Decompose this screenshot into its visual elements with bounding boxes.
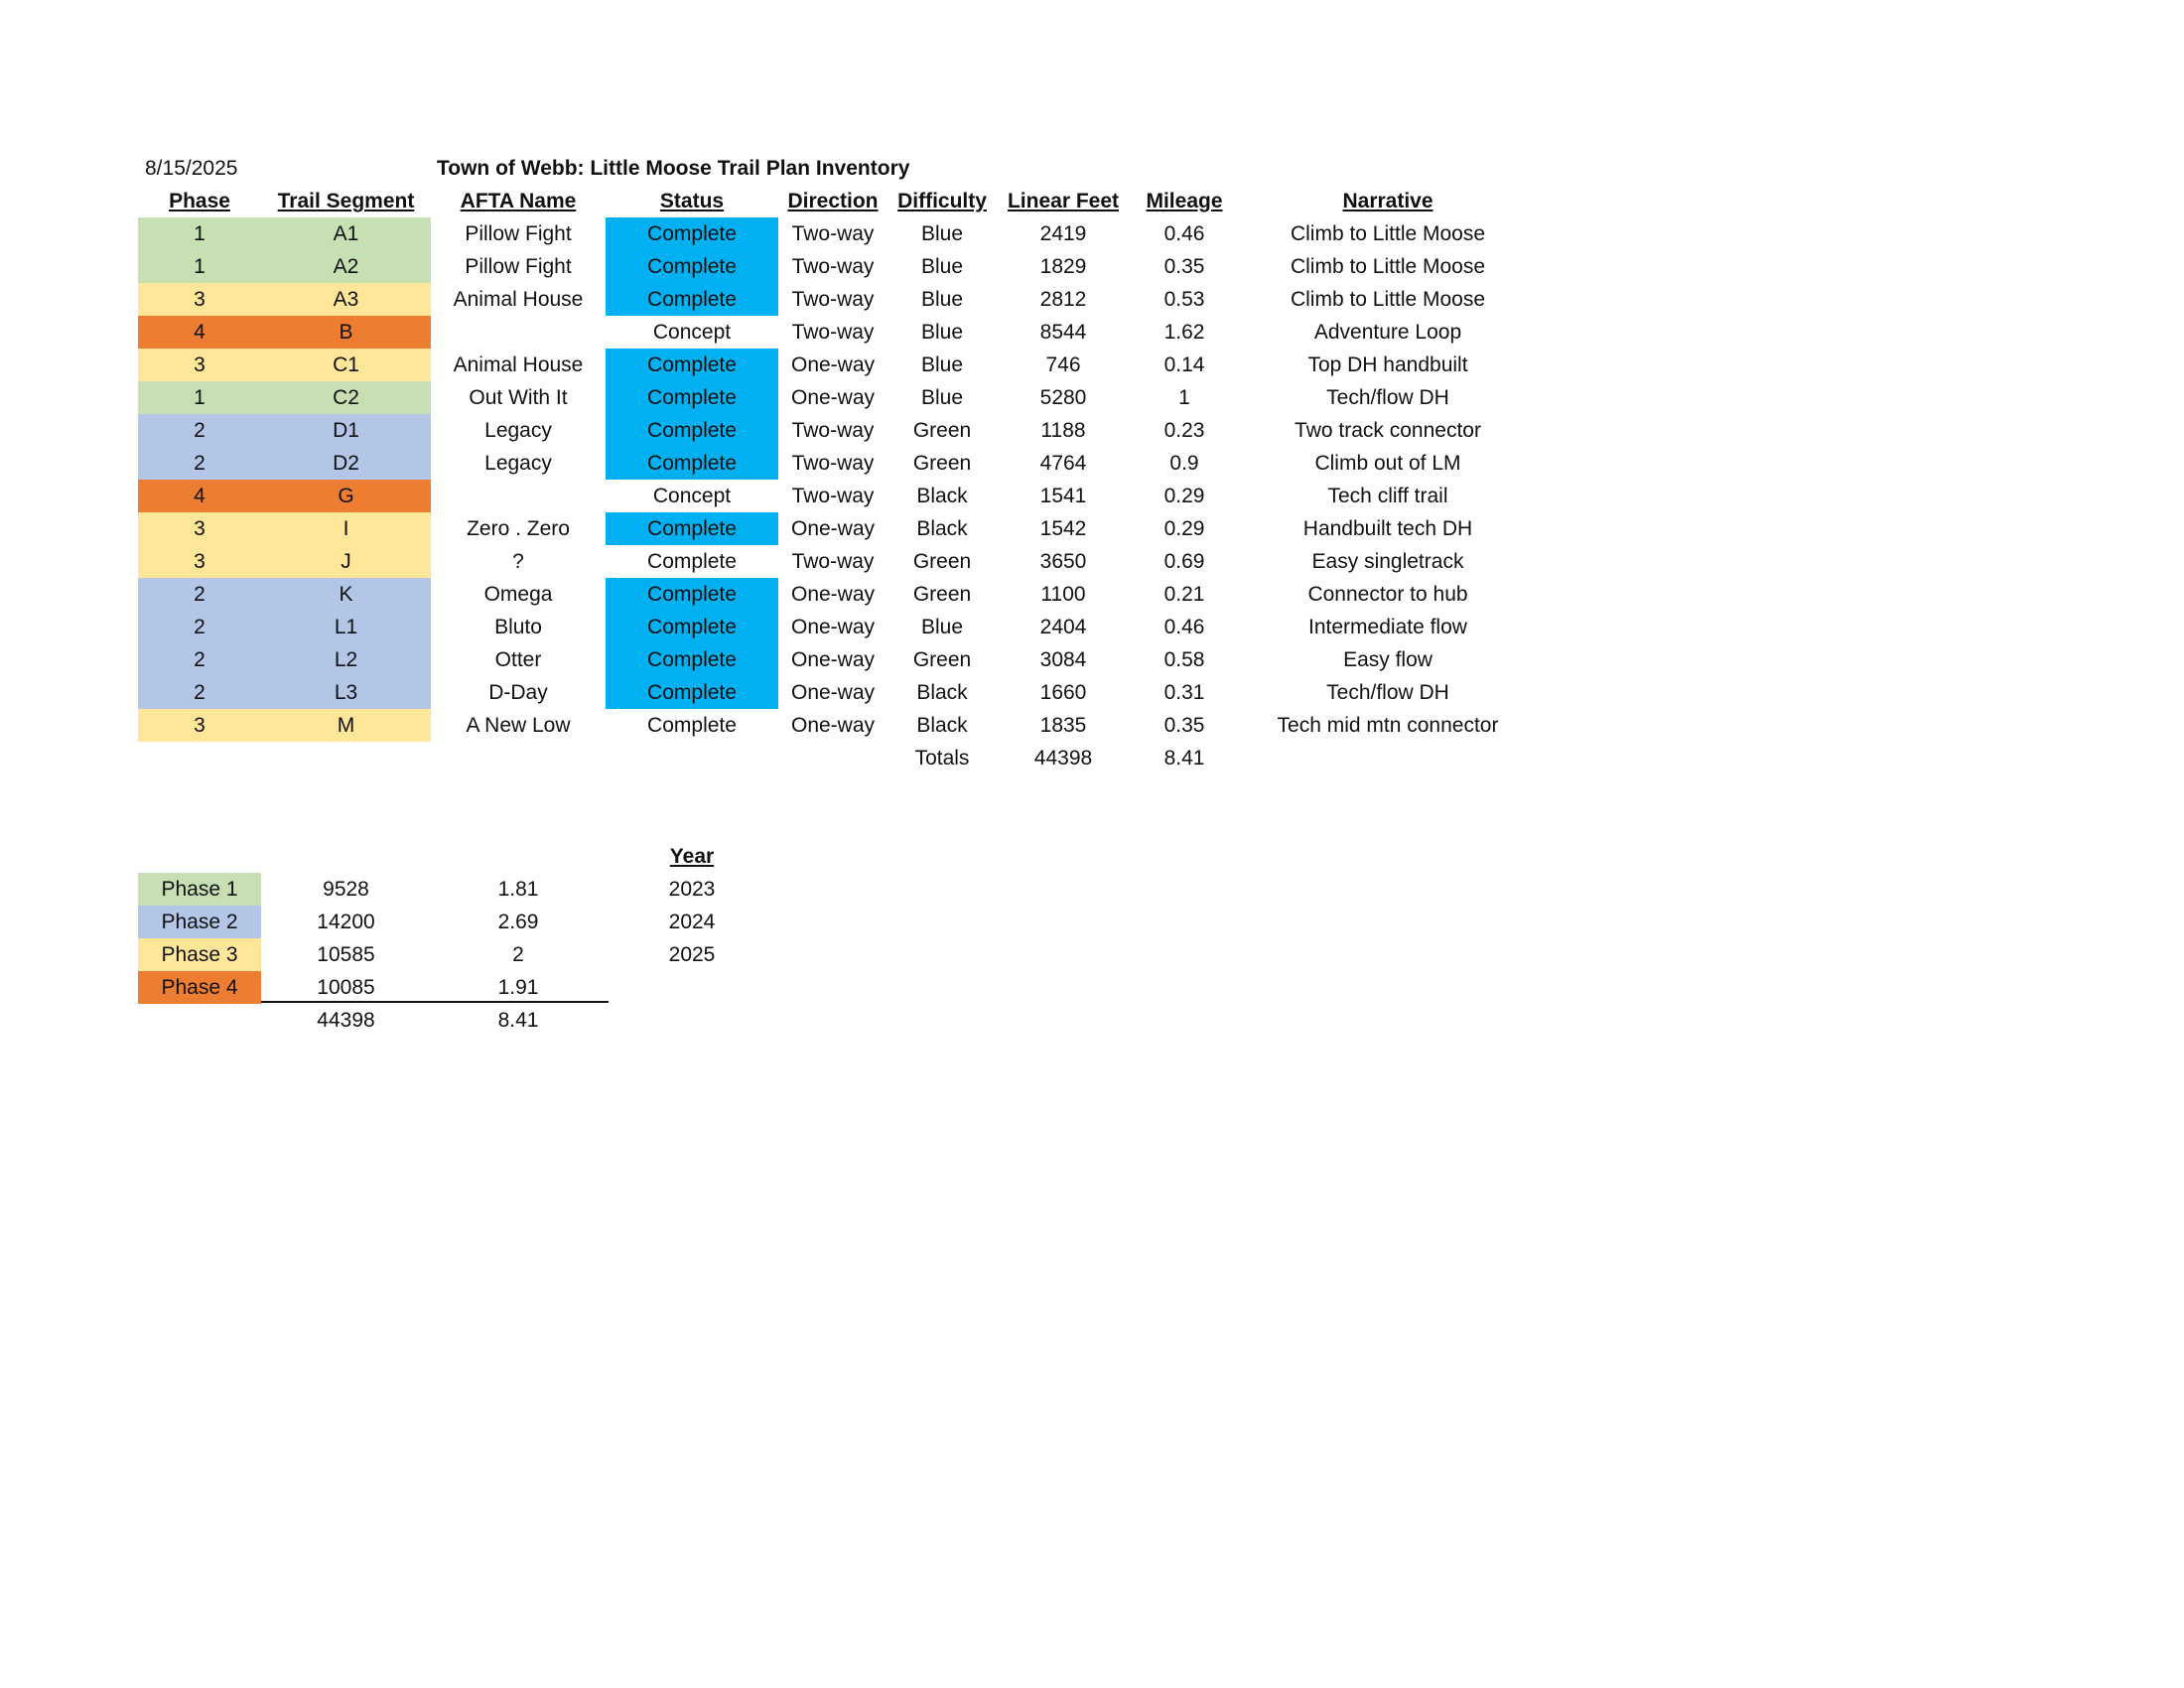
header-narrative: Narrative (1342, 190, 1433, 212)
afta-name-cell: Omega (483, 583, 553, 606)
narrative-cell: Easy flow (1343, 648, 1433, 671)
table-row (0, 414, 2184, 447)
status-cell: Complete (606, 283, 778, 316)
difficulty-cell: Blue (920, 353, 964, 376)
afta-name-cell: Zero . Zero (467, 517, 570, 540)
status-cell: Complete (647, 550, 737, 573)
mileage-cell: 1.62 (1163, 321, 1205, 344)
difficulty-cell: Blue (920, 255, 964, 278)
summary-linear-feet: 9528 (323, 878, 369, 901)
mileage-cell: 0.29 (1163, 517, 1205, 540)
afta-name-cell (431, 316, 606, 349)
segment-cell: D1 (261, 414, 431, 447)
linear-feet-cell: 1660 (1039, 681, 1087, 704)
afta-name-cell: Legacy (484, 419, 552, 442)
phase-cell: 3 (138, 512, 261, 545)
difficulty-cell: Blue (920, 321, 964, 344)
afta-name-cell: Animal House (453, 353, 584, 376)
narrative-cell: Intermediate flow (1308, 616, 1467, 638)
difficulty-cell: Green (912, 550, 972, 573)
phase-cell: 3 (138, 349, 261, 381)
linear-feet-cell: 2419 (1039, 222, 1087, 245)
linear-feet-cell: 746 (1045, 353, 1081, 376)
narrative-cell: Handbuilt tech DH (1302, 517, 1473, 540)
status-cell: Complete (606, 381, 778, 414)
linear-feet-cell: 8544 (1039, 321, 1087, 344)
table-row (0, 217, 2184, 250)
narrative-cell: Tech/flow DH (1326, 681, 1449, 704)
summary-row (0, 938, 2184, 971)
status-cell: Complete (606, 217, 778, 250)
afta-name-cell: Legacy (484, 452, 552, 475)
direction-cell: Two-way (791, 321, 875, 344)
narrative-cell: Easy singletrack (1311, 550, 1464, 573)
summary-mileage: 1.91 (497, 976, 539, 999)
report-title: Town of Webb: Little Moose Trail Plan Inventory (437, 157, 910, 180)
segment-cell: A1 (261, 217, 431, 250)
mileage-cell: 0.46 (1163, 616, 1205, 638)
table-row (0, 381, 2184, 414)
afta-name-cell: Otter (494, 648, 542, 671)
summary-year: 2024 (668, 911, 716, 933)
status-cell: Concept (652, 321, 732, 344)
direction-cell: One-way (790, 386, 876, 409)
header-difficulty: Difficulty (897, 190, 987, 212)
summary-total-linear-feet: 44398 (317, 1009, 375, 1032)
mileage-cell: 0.14 (1163, 353, 1205, 376)
direction-cell: One-way (790, 353, 876, 376)
difficulty-cell: Blue (920, 386, 964, 409)
phase-cell: 1 (138, 381, 261, 414)
narrative-cell: Tech mid mtn connector (1277, 714, 1499, 737)
header-status: Status (659, 190, 725, 212)
segment-cell: M (261, 709, 431, 742)
linear-feet-cell: 4764 (1039, 452, 1087, 475)
segment-cell: B (261, 316, 431, 349)
narrative-cell: Top DH handbuilt (1307, 353, 1468, 376)
status-cell: Complete (606, 512, 778, 545)
afta-name-cell: ? (512, 550, 524, 573)
mileage-cell: 0.46 (1163, 222, 1205, 245)
difficulty-cell: Blue (920, 288, 964, 311)
difficulty-cell: Green (912, 419, 972, 442)
totals-mileage: 8.41 (1163, 747, 1205, 770)
phase-cell: 2 (138, 611, 261, 643)
mileage-cell: 1 (1178, 386, 1190, 409)
linear-feet-cell: 1829 (1039, 255, 1087, 278)
summary-linear-feet: 10585 (317, 943, 375, 966)
table-row (0, 676, 2184, 709)
direction-cell: Two-way (791, 288, 875, 311)
phase-cell: 2 (138, 676, 261, 709)
mileage-cell: 0.23 (1163, 419, 1205, 442)
table-row (0, 578, 2184, 611)
status-cell: Complete (606, 414, 778, 447)
header-direction: Direction (787, 190, 879, 212)
summary-year (606, 971, 778, 1004)
summary-row (0, 873, 2184, 906)
narrative-cell: Connector to hub (1307, 583, 1468, 606)
linear-feet-cell: 3650 (1039, 550, 1087, 573)
table-row (0, 480, 2184, 512)
status-cell: Concept (652, 485, 732, 507)
direction-cell: Two-way (791, 222, 875, 245)
narrative-cell: Two track connector (1295, 419, 1481, 442)
segment-cell: A3 (261, 283, 431, 316)
mileage-cell: 0.21 (1163, 583, 1205, 606)
difficulty-cell: Blue (920, 222, 964, 245)
direction-cell: Two-way (791, 550, 875, 573)
narrative-cell: Climb out of LM (1314, 452, 1461, 475)
phase-cell: 3 (138, 709, 261, 742)
mileage-cell: 0.35 (1163, 255, 1205, 278)
summary-year: 2025 (668, 943, 716, 966)
difficulty-cell: Green (912, 452, 972, 475)
mileage-cell: 0.58 (1163, 648, 1205, 671)
mileage-cell: 0.35 (1163, 714, 1205, 737)
header-afta-name: AFTA Name (460, 190, 577, 212)
table-row (0, 512, 2184, 545)
phase-cell: 3 (138, 283, 261, 316)
linear-feet-cell: 1835 (1039, 714, 1087, 737)
direction-cell: Two-way (791, 485, 875, 507)
table-row (0, 709, 2184, 742)
segment-cell: J (261, 545, 431, 578)
mileage-cell: 0.9 (1169, 452, 1199, 475)
mileage-cell: 0.69 (1163, 550, 1205, 573)
linear-feet-cell: 1100 (1040, 583, 1086, 606)
table-row (0, 250, 2184, 283)
status-cell: Complete (606, 578, 778, 611)
table-row (0, 316, 2184, 349)
summary-phase-label: Phase 3 (138, 938, 261, 971)
table-row (0, 349, 2184, 381)
linear-feet-cell: 5280 (1039, 386, 1087, 409)
table-row (0, 545, 2184, 578)
afta-name-cell: Out With It (469, 386, 568, 409)
summary-linear-feet: 10085 (317, 976, 375, 999)
afta-name-cell: Pillow Fight (465, 255, 572, 278)
linear-feet-cell: 2404 (1039, 616, 1087, 638)
phase-cell: 1 (138, 217, 261, 250)
summary-total-row (0, 1004, 2184, 1037)
segment-cell: K (261, 578, 431, 611)
totals-label: Totals (914, 747, 970, 770)
status-cell: Complete (606, 676, 778, 709)
status-cell: Complete (606, 447, 778, 480)
direction-cell: Two-way (791, 452, 875, 475)
phase-cell: 2 (138, 578, 261, 611)
status-cell: Complete (606, 349, 778, 381)
header-segment: Trail Segment (277, 190, 415, 212)
phase-cell: 4 (138, 316, 261, 349)
table-row (0, 283, 2184, 316)
difficulty-cell: Green (912, 583, 972, 606)
segment-cell: A2 (261, 250, 431, 283)
direction-cell: One-way (790, 681, 876, 704)
afta-name-cell: Pillow Fight (465, 222, 572, 245)
summary-mileage: 1.81 (497, 878, 539, 901)
segment-cell: G (261, 480, 431, 512)
phase-cell: 2 (138, 414, 261, 447)
summary-row (0, 906, 2184, 938)
table-row (0, 643, 2184, 676)
table-row (0, 611, 2184, 643)
difficulty-cell: Black (916, 681, 968, 704)
header-linear-feet: Linear Feet (1007, 190, 1120, 212)
table-row (0, 447, 2184, 480)
segment-cell: I (261, 512, 431, 545)
narrative-cell: Climb to Little Moose (1290, 288, 1486, 311)
status-cell: Complete (647, 714, 737, 737)
status-cell: Complete (606, 643, 778, 676)
segment-cell: C1 (261, 349, 431, 381)
segment-cell: L1 (261, 611, 431, 643)
direction-cell: One-way (790, 616, 876, 638)
mileage-cell: 0.29 (1163, 485, 1205, 507)
linear-feet-cell: 1541 (1039, 485, 1087, 507)
phase-cell: 2 (138, 643, 261, 676)
linear-feet-cell: 3084 (1039, 648, 1087, 671)
header-phase: Phase (169, 190, 230, 212)
status-cell: Complete (606, 250, 778, 283)
difficulty-cell: Green (912, 648, 972, 671)
linear-feet-cell: 2812 (1039, 288, 1087, 311)
summary-phase-label: Phase 2 (138, 906, 261, 938)
narrative-cell: Tech/flow DH (1326, 386, 1449, 409)
difficulty-cell: Blue (920, 616, 964, 638)
segment-cell: L2 (261, 643, 431, 676)
narrative-cell: Tech cliff trail (1327, 485, 1448, 507)
phase-cell: 1 (138, 250, 261, 283)
linear-feet-cell: 1542 (1039, 517, 1087, 540)
segment-cell: D2 (261, 447, 431, 480)
afta-name-cell: Bluto (494, 616, 542, 638)
afta-name-cell: A New Low (466, 714, 571, 737)
linear-feet-cell: 1188 (1040, 419, 1086, 442)
phase-cell: 2 (138, 447, 261, 480)
phase-cell: 3 (138, 545, 261, 578)
afta-name-cell: D-Day (488, 681, 548, 704)
totals-linear-feet: 44398 (1033, 747, 1093, 770)
summary-phase-label: Phase 1 (138, 873, 261, 906)
summary-phase-label: Phase 4 (138, 971, 261, 1004)
summary-mileage: 2 (512, 943, 524, 966)
status-cell: Complete (606, 611, 778, 643)
summary-total-mileage: 8.41 (497, 1009, 539, 1032)
difficulty-cell: Black (916, 485, 968, 507)
direction-cell: One-way (790, 648, 876, 671)
narrative-cell: Climb to Little Moose (1290, 222, 1486, 245)
difficulty-cell: Black (916, 714, 968, 737)
direction-cell: One-way (790, 714, 876, 737)
afta-name-cell: Animal House (453, 288, 584, 311)
summary-linear-feet: 14200 (317, 911, 375, 933)
summary-row (0, 971, 2184, 1004)
difficulty-cell: Black (916, 517, 968, 540)
narrative-cell: Adventure Loop (1313, 321, 1462, 344)
segment-cell: L3 (261, 676, 431, 709)
afta-name-cell (431, 480, 606, 512)
summary-total-rule (261, 1001, 609, 1003)
mileage-cell: 0.53 (1163, 288, 1205, 311)
summary-year-header: Year (669, 845, 715, 868)
segment-cell: C2 (261, 381, 431, 414)
direction-cell: One-way (790, 517, 876, 540)
direction-cell: One-way (790, 583, 876, 606)
header-mileage: Mileage (1146, 190, 1223, 212)
report-date: 8/15/2025 (145, 157, 238, 180)
direction-cell: Two-way (791, 419, 875, 442)
mileage-cell: 0.31 (1163, 681, 1205, 704)
summary-mileage: 2.69 (497, 911, 539, 933)
direction-cell: Two-way (791, 255, 875, 278)
summary-year: 2023 (668, 878, 716, 901)
narrative-cell: Climb to Little Moose (1290, 255, 1486, 278)
totals-row (0, 742, 2184, 774)
phase-cell: 4 (138, 480, 261, 512)
